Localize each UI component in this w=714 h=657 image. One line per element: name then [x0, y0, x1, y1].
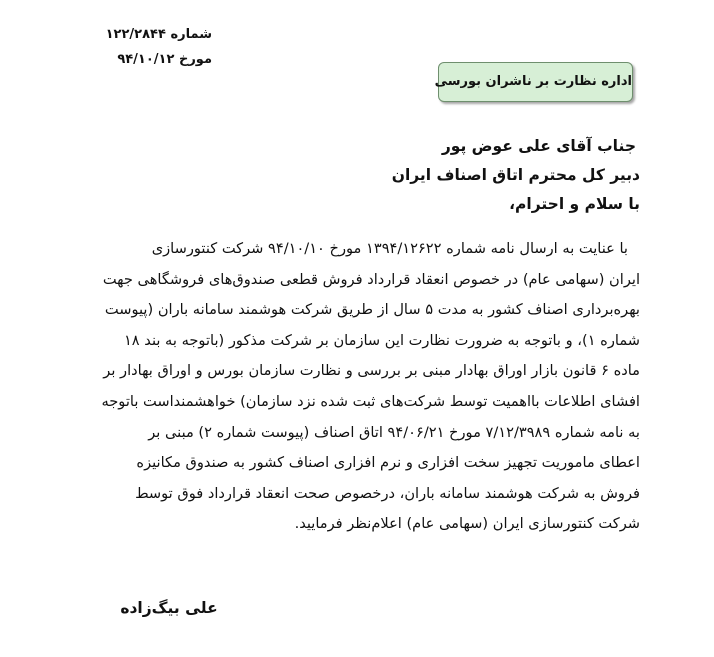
body-line: با عنایت به ارسال نامه شماره ۱۳۹۴/۱۲۶۲۲ مورخ ۹۴/۱۰/۱۰ شرکت کنتورسازی: [151, 240, 628, 257]
signature-name: علی بیگ‌زاده: [120, 599, 218, 617]
office-label: اداره نظارت بر ناشران بورسی: [434, 74, 632, 89]
recipient-title: دبیر کل محترم اتاق اصناف ایران: [391, 166, 640, 184]
letter-date: مورخ ۹۴/۱۰/۱۲: [117, 52, 212, 67]
body-line: بهره‌برداری اصناف کشور به مدت ۵ سال از طریق شرکت هوشمند سامانه باران (پیوست: [104, 301, 640, 319]
letter-body: [76, 234, 640, 540]
reference-block: [62, 22, 212, 72]
recipient-name: جناب آقای علی عوض پور: [441, 137, 636, 155]
letter-number: شماره ۱۲۲/۲۸۴۴: [105, 27, 212, 42]
body-line: فروش به شرکت هوشمند سامانه باران، درخصوص صحت انعقاد قرارداد فوق توسط: [135, 484, 640, 502]
body-line: افشای اطلاعات بااهمیت توسط شرکت‌های ثبت شده نزد سازمان) خواهشمنداست باتوجه: [101, 392, 640, 410]
body-line: شرکت کنتورسازی ایران (سهامی عام) اعلام‌نظر فرمایید.: [294, 515, 640, 533]
office-label-box: [434, 62, 633, 102]
body-line: اعطای ماموریت تجهیز سخت افزاری و نرم افزاری اصناف کشور به صندوق مکانیزه: [136, 454, 640, 472]
body-line: شماره ۱)، و باتوجه به ضرورت نظارت این سازمان بر شرکت مذکور (باتوجه به بند ۱۸: [123, 331, 640, 349]
body-line: ایران (سهامی عام) در خصوص انعقاد قرارداد فروش قطعی صندوق‌های فروشگاهی جهت: [102, 270, 640, 288]
body-line: ماده ۶ قانون بازار اوراق بهادار مبنی بر بررسی و نظارت سازمان بورس و اوراق بهادار بر: [103, 362, 640, 380]
greeting: با سلام و احترام،: [509, 195, 640, 213]
body-line: به نامه شماره ۷/۱۲/۳۹۸۹ مورخ ۹۴/۰۶/۲۱ اتاق اصناف (پیوست شماره ۲) مبنی بر: [148, 423, 640, 441]
recipient-block: [220, 132, 640, 219]
